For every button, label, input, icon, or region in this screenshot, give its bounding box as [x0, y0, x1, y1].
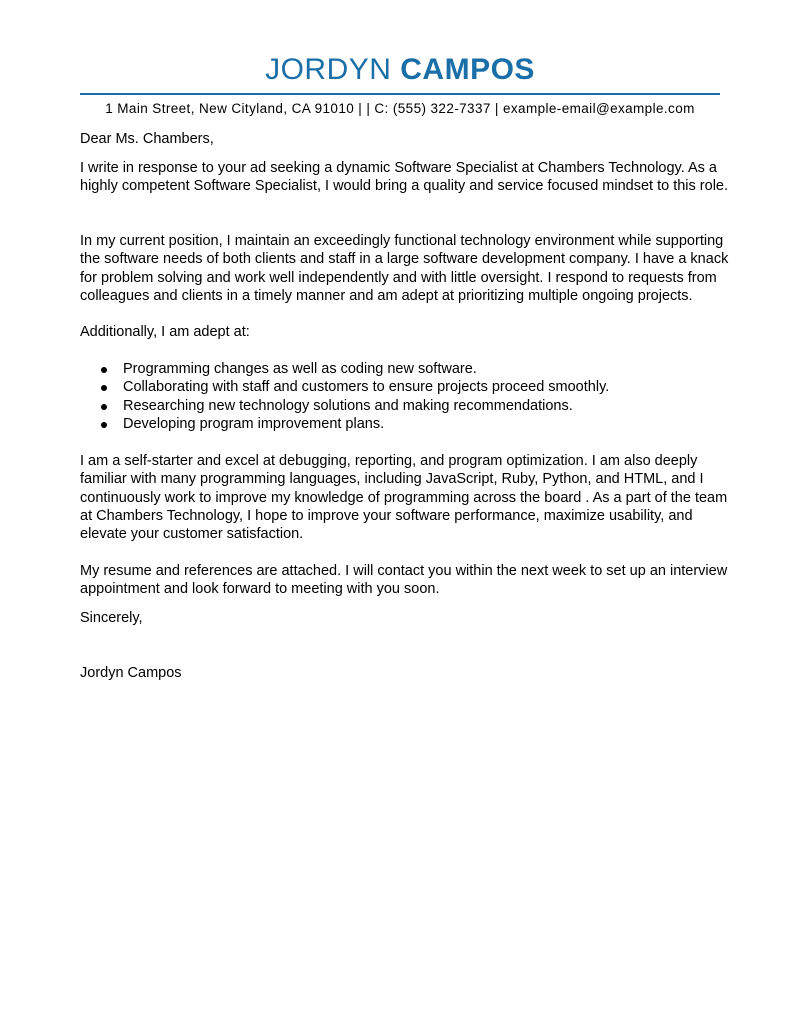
list-item [80, 378, 730, 396]
paragraph-text: My resume and references are attached. I will contact you within the next week to set up an interview appointment and look forward to meeting with you soon. [80, 563, 728, 598]
bullet-icon [101, 385, 107, 391]
list-item-text: Collaborating with staff and customers to ensure projects proceed smoothly. [123, 379, 610, 396]
list-item [80, 397, 730, 415]
bullet-icon [101, 404, 107, 410]
signature-name: Jordyn Campos [80, 665, 182, 681]
list-item-text: Programming changes as well as coding new software. [123, 361, 477, 377]
paragraph-text: I write in response to your ad seeking a dynamic Software Specialist at Chambers Technology. As a highly competent Software Specialist, I would bring a quality and service focused mindset to this role. [80, 160, 729, 195]
contact-info: 1 Main Street, New Cityland, CA 91010 | | C: (555) 322-7337 | example-email@example.com [105, 101, 695, 116]
letter-paragraph-3 [80, 452, 730, 543]
paragraph-text: I am a self-starter and excel at debugging, reporting, and program optimization. I am also deeply familiar with many programming languages, including JavaScript, Ruby, Python, and HTML, and I continuously work to improve my knowledge of programming across the board . As a part of the team at Chambers Technology, I hope to improve your software performance, maximize usability, and elevate your customer satisfaction. [80, 453, 728, 543]
letter-paragraph-2 [80, 232, 730, 305]
list-intro: Additionally, I am adept at: [80, 324, 250, 340]
list-item [80, 415, 730, 433]
skills-list [80, 360, 730, 433]
letter-paragraph-4 [80, 562, 730, 599]
header-divider [80, 93, 720, 95]
applicant-name [0, 52, 800, 88]
paragraph-text: In my current position, I maintain an exceedingly functional technology environment while supporting the software needs of both clients and staff in a large software development company. I have a knack for problem solving and work well independently and with little oversight. I respond to requests from colleagues and clients in a timely manner and am adept at prioritizing multiple ongoing projects. [80, 233, 729, 304]
list-item [80, 360, 730, 378]
list-item-text: Researching new technology solutions and making recommendations. [123, 397, 573, 414]
letter-paragraph-1 [80, 159, 730, 196]
list-item-text: Developing program improvement plans. [123, 415, 385, 432]
closing: Sincerely, [80, 610, 143, 626]
applicant-last-name: CAMPOS [400, 53, 535, 86]
salutation: Dear Ms. Chambers, [80, 131, 214, 147]
applicant-first-name: JORDYN [265, 53, 392, 86]
bullet-icon [101, 422, 107, 428]
bullet-icon [101, 367, 107, 373]
